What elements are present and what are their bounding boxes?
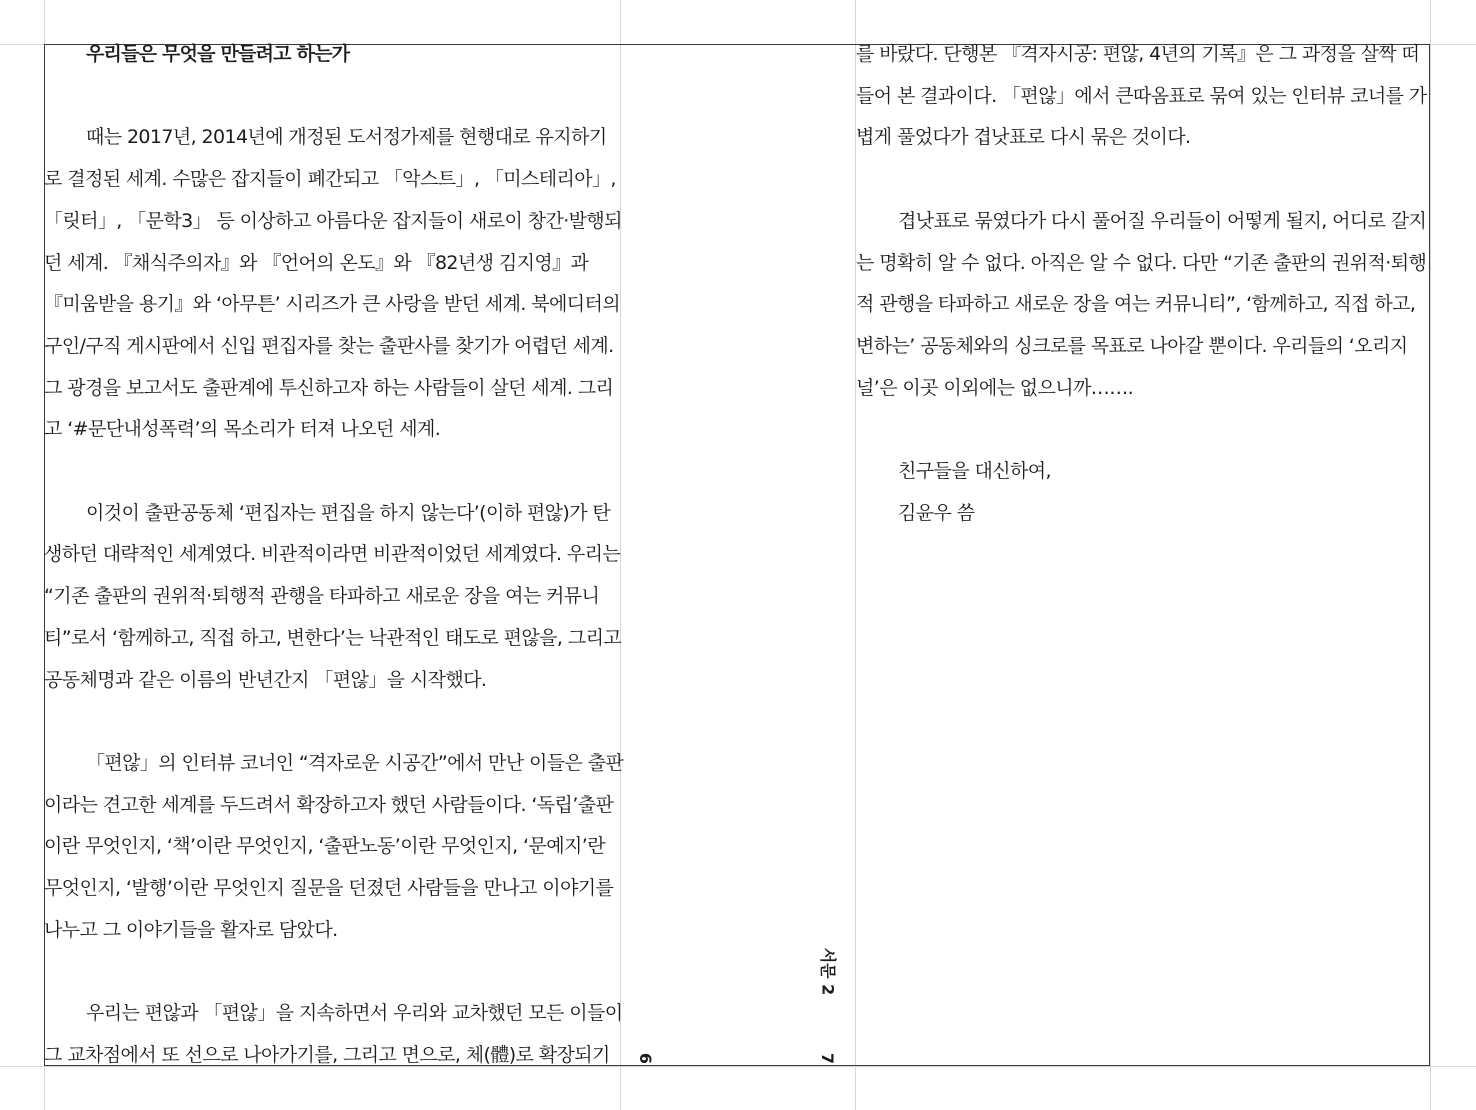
running-head: 서문 2 <box>818 947 838 996</box>
paragraph: 겹낫표로 묶였다가 다시 풀어질 우리들이 어떻게 될지, 어디로 갈지는 명확히 알 수 없다. 아직은 알 수 없다. 다만 “기존 출판의 권위적·퇴행적 관행을 타파하고 새로운 장을 여는 커뮤니티”, ‘함께하고, 직접 하고, 변하는’ 공동체와의 싱크로를 목표로 나아갈 뿐이다. 우리들의 ‘오리지널’은 이곳 이외에는 없으니까……. <box>856 209 1427 399</box>
paragraph-continued: 를 바랐다. 단행본 『격자시공: 편않, 4년의 기록』은 그 과정을 살짝 떠들어 본 결과이다. 「편않」에서 큰따옴표로 묶여 있는 인터뷰 코너를 가볍게 풀었다가 겹낫표로 다시 묶은 것이다. <box>856 43 1427 149</box>
right-page <box>856 34 1436 534</box>
signoff-line: 친구들을 대신하여, <box>898 460 1051 482</box>
left-page <box>44 34 624 1077</box>
signoff-author: 김윤우 씀 <box>898 501 975 524</box>
paragraph: 이것이 출판공동체 ‘편집자는 편집을 하지 않는다’(이하 편않)가 탄생하던 대략적인 세계였다. 비관적이라면 비관적이었던 세계였다. 우리는 “기존 출판의 권위적·퇴행적 관행을 타파하고 새로운 장을 여는 커뮤니티”로서 ‘함께하고, 직접 하고, 변한다’는 낙관적인 태도로 편않을, 그리고 공동체명과 같은 이름의 반년간지 「편않」을 시작했다. <box>44 501 622 691</box>
paragraph: 우리는 편않과 「편않」을 지속하면서 우리와 교차했던 모든 이들이 그 교차점에서 또 선으로 나아가기를, 그리고 면으로, 체(體)로 확장되기 <box>44 1002 623 1066</box>
page-number-right: 7 <box>818 1052 838 1065</box>
section-heading: 우리들은 무엇을 만들려고 하는가 <box>86 43 350 65</box>
page-number-left: 6 <box>636 1052 656 1065</box>
paragraph: 「편않」의 인터뷰 코너인 “격자로운 시공간”에서 만난 이들은 출판이라는 견고한 세계를 두드려서 확장하고자 했던 사람들이다. ‘독립’출판이란 무엇인지, ‘책’이란 무엇인지, ‘출판노동’이란 무엇인지, ‘문예지’란 무엇인지, ‘발행’이란 무엇인지 질문을 던졌던 사람들을 만나고 이야기를 나누고 그 이야기들을 활자로 담았다. <box>44 751 624 941</box>
paragraph: 때는 2017년, 2014년에 개정된 도서정가제를 현행대로 유지하기로 결정된 세계. 수많은 잡지들이 폐간되고 「악스트」, 「미스테리아」, 「릿터」, 「문학3」 등 이상하고 아름다운 잡지들이 새로이 창간·발행되던 세계. 『채식주의자』와 『언어의 온도』와 『82년생 김지영』과 『미움받을 용기』와 ‘아무튼’ 시리즈가 큰 사랑을 받던 세계. 북에디터의 구인/구직 게시판에서 신입 편집자를 찾는 출판사를 찾기가 어렵던 세계. 그 광경을 보고서도 출판계에 투신하고자 하는 사람들이 살던 세계. 그리고 ‘#문단내성폭력’의 목소리가 터져 나오던 세계. <box>44 126 622 441</box>
